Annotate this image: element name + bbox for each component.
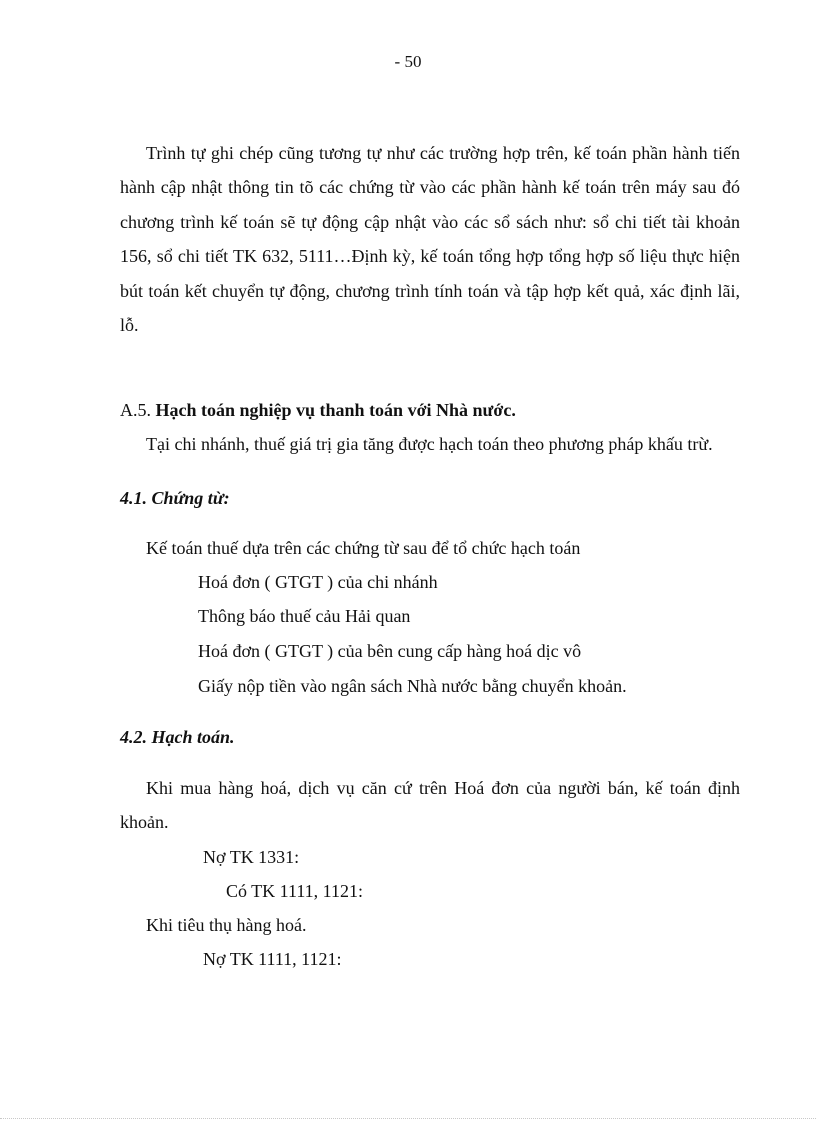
section-41-heading: 4.1. Chứng từ:: [120, 488, 230, 508]
page-bottom-border: [0, 1118, 816, 1119]
section-42-paragraph: Khi mua hàng hoá, dịch vụ căn cứ trên Hoá đơn của người bán, kế toán định khoản.: [120, 778, 740, 833]
page-number: - 50: [394, 52, 422, 71]
entry1-credit: Có TK 1111, 1121:: [226, 881, 364, 901]
sale-line: Khi tiêu thụ hàng hoá.: [146, 915, 307, 935]
entry1-debit: Nợ TK 1331:: [203, 847, 300, 867]
document-item: Hoá đơn ( GTGT ) của bên cung cấp hàng hoá dịc vô: [198, 641, 582, 661]
section-a5-description: Tại chi nhánh, thuế giá trị gia tăng được hạch toán theo phương pháp khấu trừ.: [146, 434, 713, 454]
entry2-debit: Nợ TK 1111, 1121:: [203, 949, 342, 969]
section-a5-title: Hạch toán nghiệp vụ thanh toán với Nhà nước.: [155, 400, 516, 420]
document-item: Giấy nộp tiền vào ngân sách Nhà nước bằng chuyển khoản.: [198, 676, 627, 696]
document-item: Thông báo thuế cảu Hải quan: [198, 606, 411, 626]
section-a5-heading: [120, 400, 516, 421]
document-item: Hoá đơn ( GTGT ) của chi nhánh: [198, 572, 438, 592]
section-41-intro: Kế toán thuế dựa trên các chứng từ sau để tổ chức hạch toán: [146, 538, 581, 558]
section-a5-number: A.5.: [120, 400, 151, 420]
section-42-heading: 4.2. Hạch toán.: [120, 727, 235, 747]
intro-paragraph: Trình tự ghi chép cũng tương tự như các trường hợp trên, kế toán phần hành tiến hành cập nhật thông tin tõ các chứng từ vào các phần hành kế toán trên máy sau đó chương trình kế toán sẽ tự động cập nhật vào các sổ sách như: sổ chi tiết tài khoản 156, sổ chi tiết TK 632, 5111…Định kỳ, kế toán tổng hợp tổng hợp số liệu thực hiện bút toán kết chuyển tự động, chương trình tính toán và tập hợp kết quả, xác định lãi, lỗ.: [120, 143, 740, 336]
